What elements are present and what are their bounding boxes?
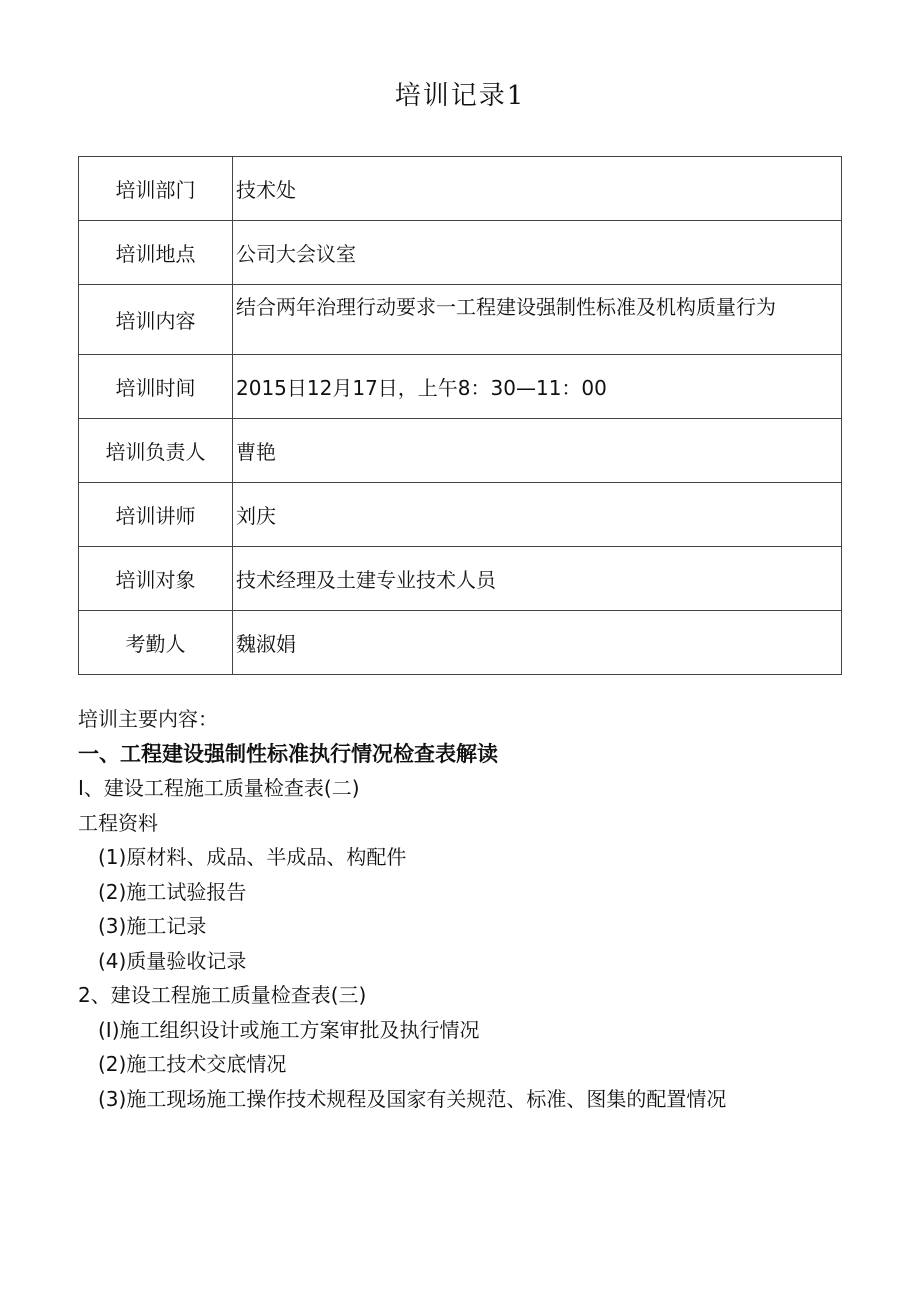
row-value-person-in-charge: 曹艳	[233, 419, 842, 483]
row-value-time: 2015日12月17日，上午8：30—11：00	[233, 355, 842, 419]
list-item: (2)施工技术交底情况	[98, 1052, 287, 1076]
row-label-lecturer: 培训讲师	[79, 483, 233, 547]
table-row	[79, 157, 842, 221]
table-row	[79, 419, 842, 483]
row-label-time: 培训时间	[79, 355, 233, 419]
list-item: (I)施工组织设计或施工方案审批及执行情况	[98, 1017, 480, 1042]
training-record-table	[78, 156, 842, 675]
list-item: (3)施工记录	[98, 914, 207, 938]
row-value-audience: 技术经理及土建专业技术人员	[233, 547, 842, 611]
row-value-content: 结合两年治理行动要求一工程建设强制性标准及机构质量行为	[233, 285, 842, 355]
table-row	[79, 355, 842, 419]
row-label-person-in-charge: 培训负责人	[79, 419, 233, 483]
table-row	[79, 611, 842, 675]
row-value-location: 公司大会议室	[233, 221, 842, 285]
list-item: (2)施工试验报告	[98, 879, 247, 904]
item-heading: 2、建设工程施工质量检查表(三)	[78, 983, 367, 1007]
list-item: (1)原材料、成品、半成品、构配件	[98, 845, 407, 869]
row-label-content: 培训内容	[79, 285, 233, 355]
item-subheading: 工程资料	[78, 810, 158, 835]
row-value-attendance: 魏淑娟	[233, 611, 842, 675]
section-heading: 一、工程建设强制性标准执行情况检查表解读	[78, 741, 498, 766]
table-row	[79, 285, 842, 355]
row-label-location: 培训地点	[79, 221, 233, 285]
row-label-attendance: 考勤人	[79, 611, 233, 675]
table-row	[79, 221, 842, 285]
row-label-department: 培训部门	[79, 157, 233, 221]
table-row	[79, 483, 842, 547]
row-label-audience: 培训对象	[79, 547, 233, 611]
row-value-department: 技术处	[233, 157, 842, 221]
item-heading: I、建设工程施工质量检查表(二)	[78, 776, 360, 800]
list-item: (4)质量验收记录	[98, 948, 247, 973]
content-intro: 培训主要内容：	[78, 707, 218, 731]
list-item: (3)施工现场施工操作技术规程及国家有关规范、标准、图集的配置情况	[98, 1086, 727, 1111]
page-title: 培训记录1	[394, 81, 526, 111]
row-value-lecturer: 刘庆	[233, 483, 842, 547]
table-row	[79, 547, 842, 611]
training-content	[78, 702, 878, 1116]
